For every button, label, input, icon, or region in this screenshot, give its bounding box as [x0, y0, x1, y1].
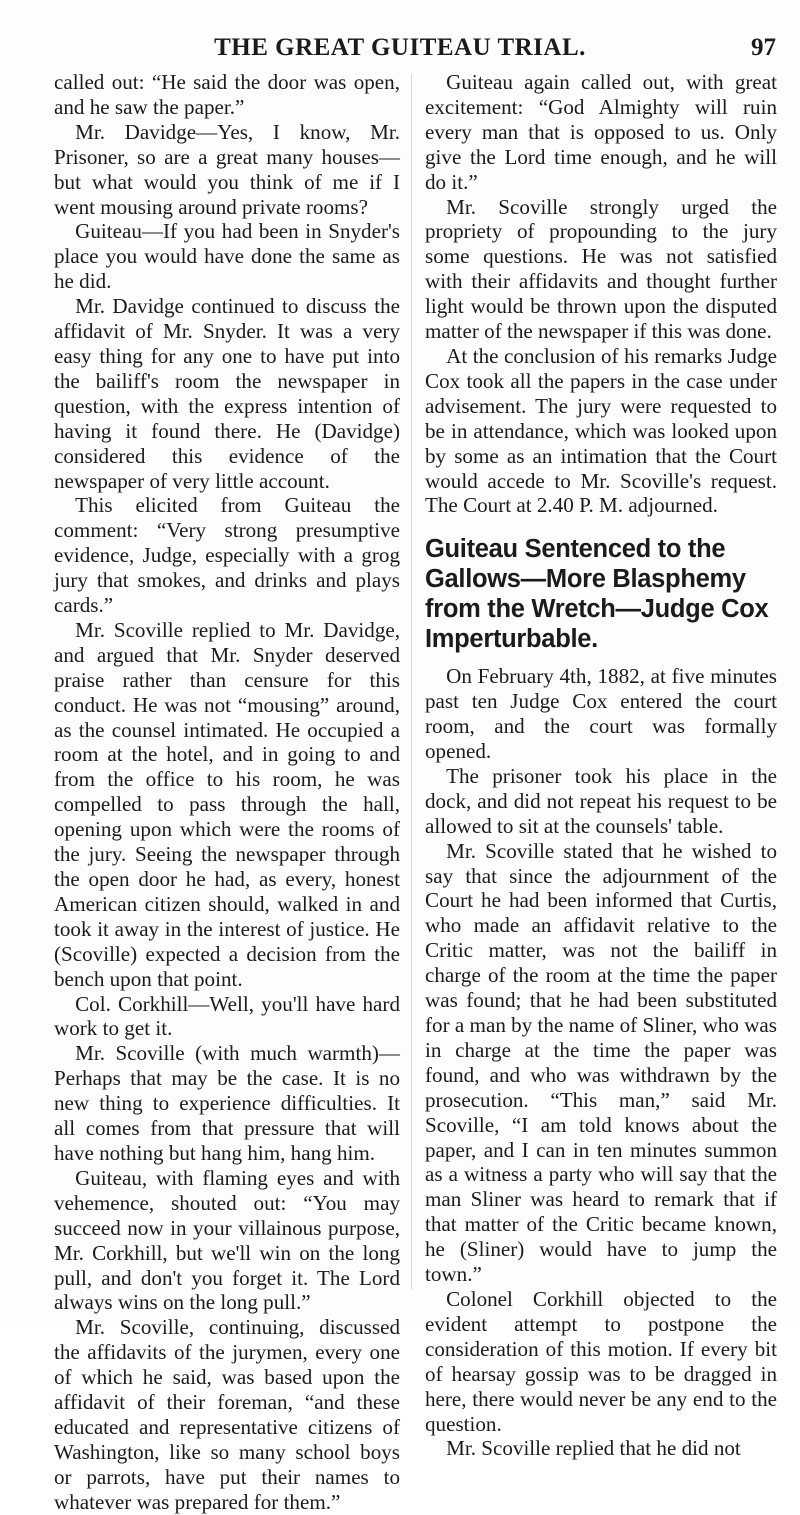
- paragraph: At the conclusion of his remarks Judge Cox took all the papers in the case under advisement. The jury were requested to be in attendance, which was looked upon by some as an intimation that the Court would accede to Mr. Scoville's request. The Court at 2.40 P. M. adjourned.: [425, 343, 777, 518]
- paragraph: The prisoner took his place in the dock, and did not repeat his request to be allowed to sit at the counsels' table.: [425, 763, 777, 838]
- paragraph: Mr. Scoville replied to Mr. Davidge, and argued that Mr. Snyder deserved praise rather than censure for this conduct. He was not “mousing” around, as the counsel intimated. He occupied a room at the hotel, and in going to and from the office to his room, he was compelled to pass through the hall, opening upon which were the rooms of the jury. Seeing the newspaper through the open door he had, as every, honest American citizen should, walked in and took it away in the interest of justice. He (Scoville) expected a decision from the bench upon that point.: [54, 617, 400, 991]
- right-column: [425, 70, 777, 1461]
- column-divider: [411, 74, 412, 1289]
- paragraph: Col. Corkhill—Well, you'll have hard work to get it.: [54, 991, 400, 1041]
- page-header: [0, 34, 800, 64]
- paragraph: On February 4th, 1882, at five minutes past ten Judge Cox entered the court room, and the court was formally opened.: [425, 664, 777, 764]
- paragraph: Mr. Scoville, continuing, discussed the affidavits of the jurymen, every one of which he said, was based upon the affidavit of their foreman, “and these educated and representative citizens of Washington, like so many school boys or parrots, have put their names to whatever was prepared for them.”: [54, 1315, 400, 1514]
- paragraph: Mr. Davidge—Yes, I know, Mr. Prisoner, so are a great many houses—but what would you think of me if I went mousing around private rooms?: [54, 119, 400, 219]
- paragraph: Mr. Scoville strongly urged the propriety of propounding to the jury some questions. He was not satisfied with their affidavits and thought further light would be thrown upon the disputed matter of the newspaper if this was done.: [425, 194, 777, 344]
- paragraph: Mr. Scoville (with much warmth)—Perhaps that may be the case. It is no new thing to experience difficulties. It all comes from that pressure that will have nothing but hang him, hang him.: [54, 1041, 400, 1165]
- paragraph: Guiteau, with flaming eyes and with vehemence, shouted out: “You may succeed now in your villainous purpose, Mr. Corkhill, but we'll win on the long pull, and don't you forget it. The Lord always wins on the long pull.”: [54, 1165, 400, 1315]
- left-column: [54, 70, 400, 1515]
- paragraph: Mr. Scoville replied that he did not: [446, 1436, 741, 1461]
- paragraph: This elicited from Guiteau the comment: “Very strong presumptive evidence, Judge, especially with a grog jury that smokes, and drinks and plays cards.”: [54, 493, 400, 618]
- page-number: 97: [751, 34, 776, 61]
- paragraph: Colonel Corkhill objected to the evident attempt to postpone the consideration of this motion. If every bit of hearsay gossip was to be dragged in here, there would never be any end to the question.: [425, 1286, 777, 1436]
- paragraph: Guiteau again called out, with great excitement: “God Almighty will ruin every man that is opposed to us. Only give the Lord time enough, and he will do it.”: [425, 70, 777, 194]
- paragraph: Mr. Scoville stated that he wished to say that since the adjournment of the Court he had been informed that Curtis, who made an affidavit relative to the Critic matter, was not the bailiff in charge of the room at the time the paper was found; that he had been substituted for a man by the name of Sliner, who was in charge at the time the paper was found, and who was withdrawn by the prosecution. “This man,” said Mr. Scoville, “I am told knows about the paper, and I can in ten minutes summon as a witness a party who will say that the man Sliner was heard to remark that if that matter of the Critic became known, he (Sliner) would have to jump the town.”: [425, 838, 777, 1287]
- paragraph: Guiteau—If you had been in Snyder's place you would have done the same as he did.: [54, 219, 400, 294]
- section-heading: Guiteau Sentenced to the Gallows—More Blasphemy from the Wretch—Judge Cox Imperturbable.: [425, 535, 769, 654]
- running-title: THE GREAT GUITEAU TRIAL.: [214, 34, 586, 61]
- paragraph: called out: “He said the door was open, and he saw the paper.”: [54, 70, 400, 119]
- paragraph: Mr. Davidge continued to discuss the affidavit of Mr. Snyder. It was a very easy thing for any one to have put into the bailiff's room the newspaper in question, with the express intention of having it found there. He (Davidge) considered this evidence of the newspaper of very little account.: [54, 294, 400, 493]
